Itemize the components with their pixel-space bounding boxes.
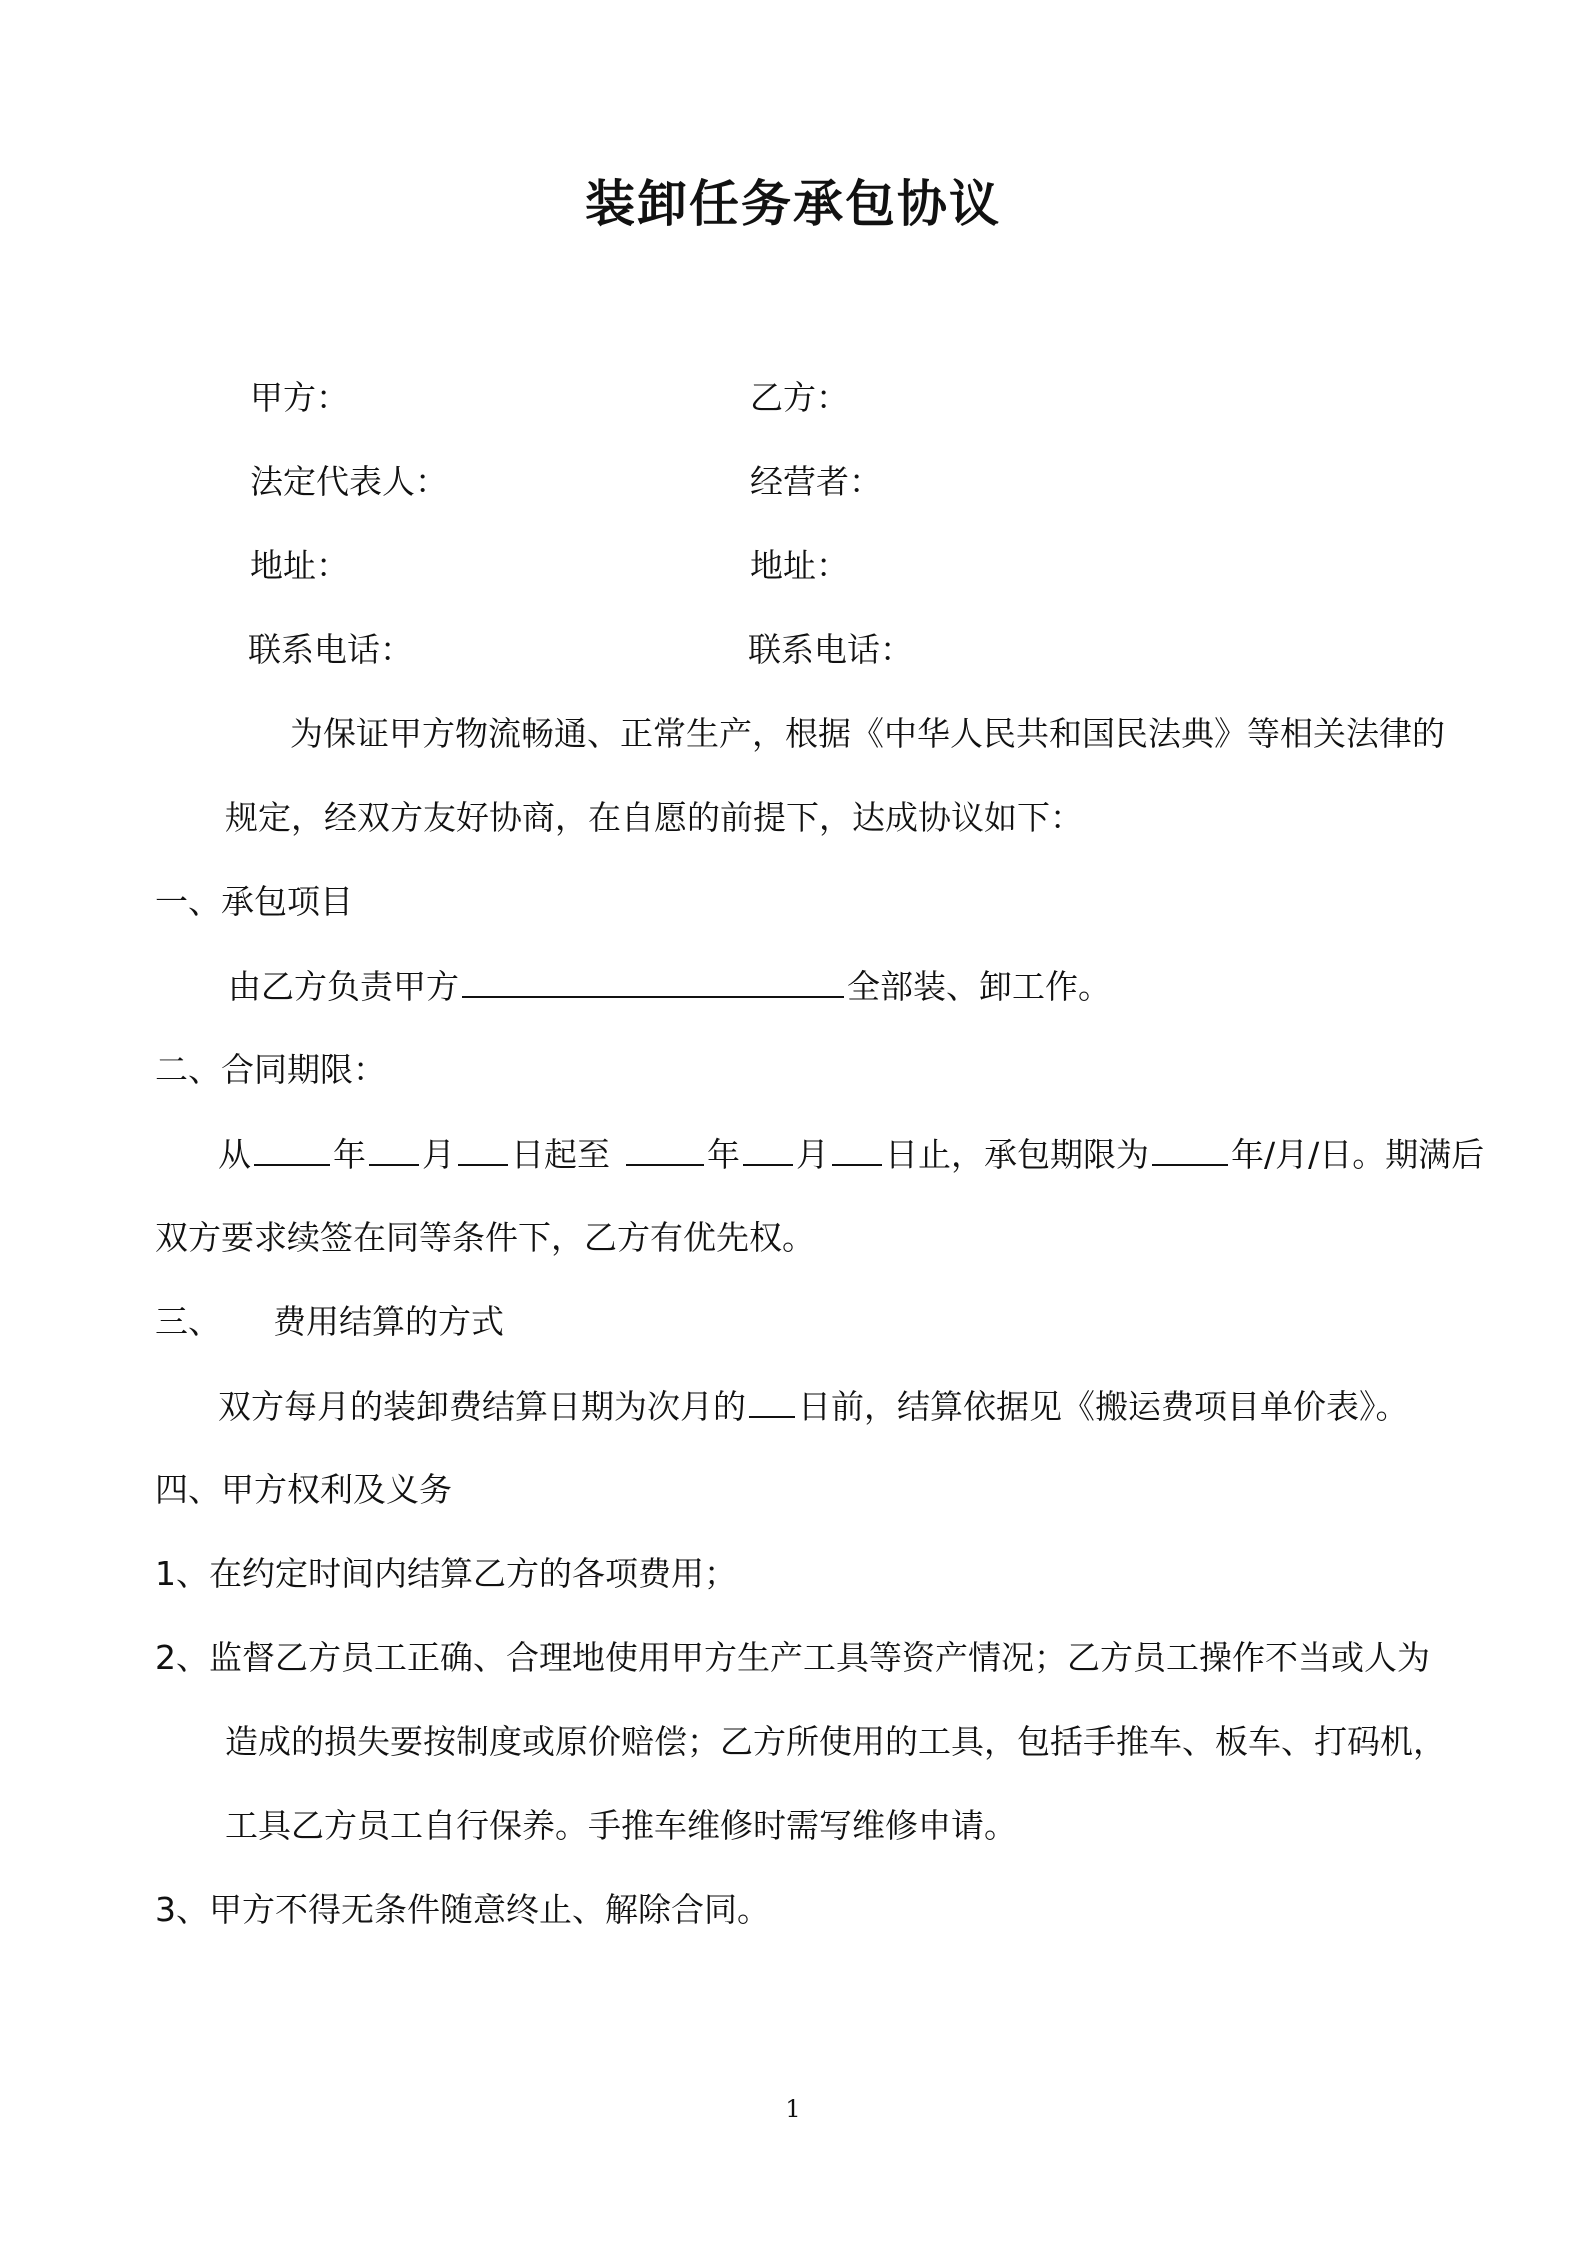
section-4-item-3: 3、甲方不得无条件随意终止、解除合同。 — [155, 1890, 770, 1929]
address-a-label: 地址： — [250, 546, 349, 585]
section-1-text-after: 全部装、卸工作。 — [847, 967, 1111, 1006]
phone-a-label: 联系电话： — [248, 630, 413, 669]
settlement-text-before: 双方每月的装卸费结算日期为次月的 — [218, 1387, 746, 1426]
start-day-blank — [458, 1132, 508, 1166]
party-a-label: 甲方： — [250, 378, 349, 417]
section-4-item-1: 1、在约定时间内结算乙方的各项费用； — [155, 1554, 737, 1593]
section-1-text — [228, 964, 1111, 1009]
term-period-text: 日止，承包期限为 — [885, 1135, 1149, 1174]
section-2-line-2: 双方要求续签在同等条件下，乙方有优先权。 — [155, 1218, 815, 1257]
term-month-text: 月 — [796, 1135, 829, 1174]
settlement-day-blank — [749, 1384, 795, 1418]
section-2-heading: 二、合同期限： — [155, 1050, 386, 1089]
scope-blank — [462, 964, 844, 998]
legal-representative-label: 法定代表人： — [250, 462, 448, 501]
end-day-blank — [832, 1132, 882, 1166]
section-4-item-2-line-3: 工具乙方员工自行保养。手推车维修时需写维修申请。 — [225, 1806, 1017, 1845]
section-3-title: 费用结算的方式 — [273, 1302, 504, 1341]
section-1-text-before: 由乙方负责甲方 — [228, 967, 459, 1006]
page-number: 1 — [785, 2095, 801, 2123]
phone-b-label: 联系电话： — [748, 630, 913, 669]
section-3-heading — [155, 1300, 504, 1344]
start-year-blank — [254, 1132, 330, 1166]
section-2-term-line — [218, 1132, 1484, 1177]
start-month-blank — [369, 1132, 419, 1166]
address-b-label: 地址： — [750, 546, 849, 585]
document-title: 装卸任务承包协议 — [585, 175, 1001, 233]
preamble-line-1: 为保证甲方物流畅通、正常生产，根据《中华人民共和国民法典》等相关法律的 — [290, 714, 1445, 753]
end-month-blank — [743, 1132, 793, 1166]
section-1-heading: 一、承包项目 — [155, 882, 353, 921]
preamble-line-2: 规定，经双方友好协商，在自愿的前提下，达成协议如下： — [225, 798, 1083, 837]
term-year-text: 年 — [707, 1135, 740, 1174]
section-4-heading: 四、甲方权利及义务 — [155, 1470, 452, 1509]
term-month-text: 月 — [422, 1135, 455, 1174]
term-period-tail: 年/月/日。期满后 — [1231, 1135, 1485, 1174]
term-year-text: 年 — [333, 1135, 366, 1174]
section-3-number: 三、 — [155, 1302, 221, 1341]
section-4-item-2-line-1: 2、监督乙方员工正确、合理地使用甲方生产工具等资产情况；乙方员工操作不当或人为 — [155, 1638, 1430, 1677]
settlement-text-after: 日前，结算依据见《搬运费项目单价表》。 — [798, 1387, 1409, 1426]
section-4-item-2-line-2: 造成的损失要按制度或原价赔偿；乙方所使用的工具，包括手推车、板车、打码机， — [225, 1722, 1446, 1761]
term-until-text: 日起至 — [511, 1135, 610, 1174]
end-year-blank — [626, 1132, 704, 1166]
section-3-text — [218, 1384, 1409, 1429]
period-blank — [1152, 1132, 1228, 1166]
operator-label: 经营者： — [750, 462, 882, 501]
party-b-label: 乙方： — [750, 378, 849, 417]
term-from-text: 从 — [218, 1135, 251, 1174]
